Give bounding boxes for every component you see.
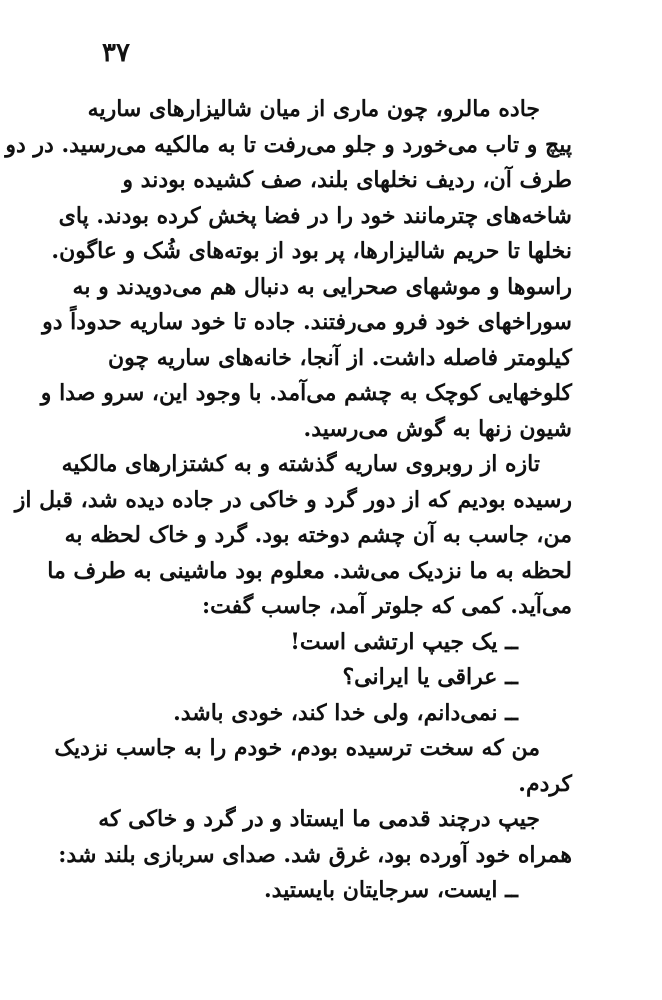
text-line: من که سخت ترسیده بودم، خودم را به جاسب نزدیک xyxy=(54,735,540,761)
text-line: تازه از روبروی ساریه گذشته و به کشتزارهای مالکیه xyxy=(61,451,540,477)
text-line: کلوخهایی کوچک به چشم می‌آمد. با وجود این، سرو صدا و xyxy=(40,380,572,406)
text-line: جاده مالرو، چون ماری از میان شالیزارهای ساریه xyxy=(87,96,540,122)
text-line: شاخه‌های چترمانند خود را در فضا پخش کرده بودند. پای xyxy=(58,202,572,229)
text-line: ــ عراقی یا ایرانی؟ xyxy=(342,664,518,690)
text-line: سوراخهای خود فرو می‌رفتند. جاده تا خود ساریه حدوداً دو xyxy=(42,309,572,335)
text-line: لحظه به ما نزدیک می‌شد. معلوم بود ماشینی به طرف ما xyxy=(47,557,572,584)
text-line: من، جاسب به آن چشم دوخته بود. گرد و خاک لحظه به xyxy=(64,522,572,548)
text-line: طرف آن، ردیف نخلهای بلند، صف کشیده بودند و xyxy=(122,167,572,193)
text-line: ــ ایست، سرجایتان بایستید. xyxy=(264,877,518,903)
text-line: همراه خود آورده بود، غرق شد. صدای سربازی بلند شد: xyxy=(58,841,572,868)
text-line: راسوها و موشهای صحرایی به دنبال هم می‌دویدند و به xyxy=(72,273,572,300)
text-line: کردم. xyxy=(518,770,572,797)
text-line: ــ یک جیپ ارتشی است! xyxy=(290,628,518,655)
text-line: جیپ درچند قدمی ما ایستاد و در گرد و خاکی که xyxy=(98,806,540,832)
text-line: می‌آید. کمی که جلوتر آمد، جاسب گفت: xyxy=(201,593,572,619)
text-line: شیون زنها به گوش می‌رسید. xyxy=(303,415,572,442)
body-text xyxy=(5,92,572,909)
text-line: کیلومتر فاصله داشت. از آنجا، خانه‌های ساریه چون xyxy=(107,344,572,371)
page-number: ۳۷ xyxy=(102,38,130,68)
text-line: رسیده بودیم که از دور گرد و خاکی در جاده دیده شد، قبل از xyxy=(14,486,572,513)
text-line: پیچ و تاب می‌خورد و جلو می‌رفت تا به مالکیه می‌رسید. در دو xyxy=(5,131,572,158)
text-line: نخلها تا حریم شالیزارها، پر بود از بوته‌های شُک و عاگون. xyxy=(51,238,572,264)
text-line: ــ نمی‌دانم، ولی خدا کند، خودی باشد. xyxy=(173,699,518,726)
